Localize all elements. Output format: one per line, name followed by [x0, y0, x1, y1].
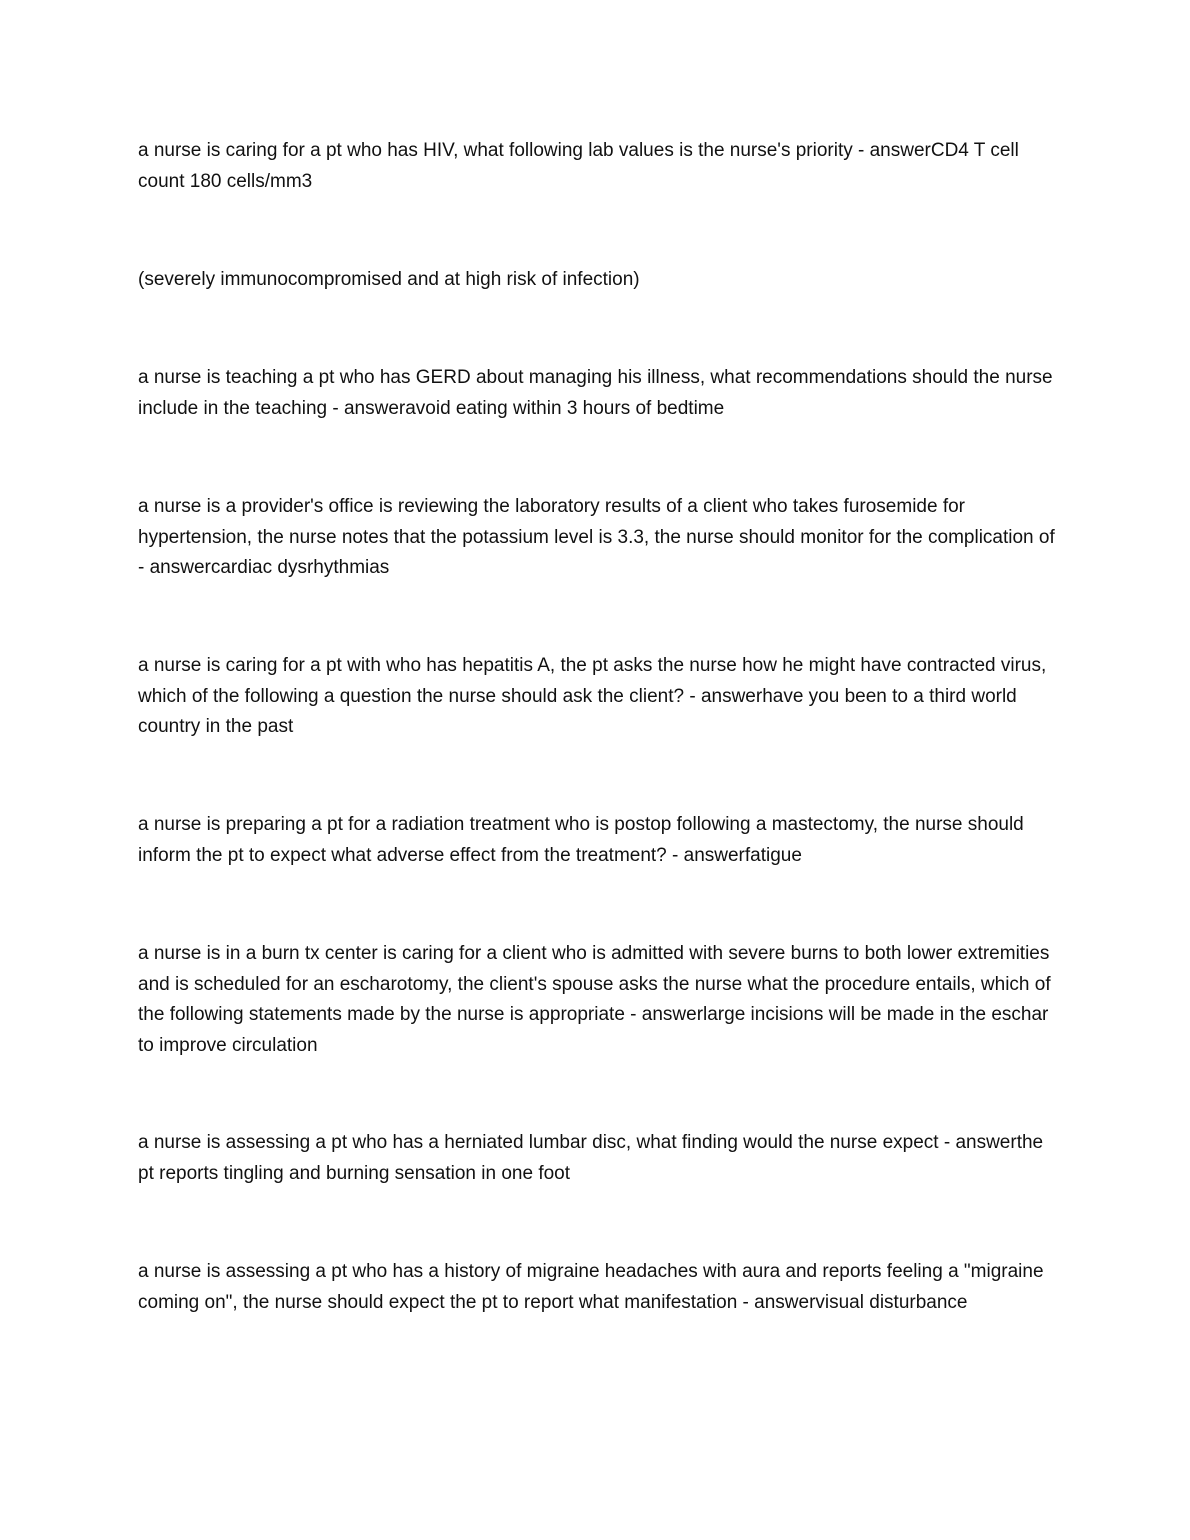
paragraph-hepatitis-a: a nurse is caring for a pt with who has hepatitis A, the pt asks the nurse how he might have contracted virus, which of the following a question the nurse should ask the client? - answerhave you been to a third world country in the past [138, 655, 1047, 737]
paragraph-migraine-aura: a nurse is assessing a pt who has a history of migraine headaches with aura and reports feeling a "migraine coming on", the nurse should expect the pt to report what manifestation - answervisual disturbance [138, 1261, 1044, 1313]
paragraph-burn-escharotomy: a nurse is in a burn tx center is caring for a client who is admitted with severe burns to both lower extremities and is scheduled for an escharotomy, the client's spouse asks the nurse what the procedure entails, which of the following statements made by the nurse is appropriate - answerlarge incisions will be made in the eschar to improve circulation [138, 943, 1051, 1056]
paragraph-hiv-cd4: a nurse is caring for a pt who has HIV, what following lab values is the nurse's priority - answerCD4 T cell count 180 cells/mm3 [138, 140, 1019, 192]
paragraph-gerd: a nurse is teaching a pt who has GERD about managing his illness, what recommendations should the nurse include in the teaching - answeravoid eating within 3 hours of bedtime [138, 367, 1053, 419]
paragraph-herniated-disc: a nurse is assessing a pt who has a herniated lumbar disc, what finding would the nurse expect - answerthe pt reports tingling and burning sensation in one foot [138, 1132, 1044, 1184]
paragraph-radiation-mastectomy: a nurse is preparing a pt for a radiation treatment who is postop following a mastectomy, the nurse should inform the pt to expect what adverse effect from the treatment? - answerfatigue [138, 814, 1024, 866]
paragraph-immunocompromised-note: (severely immunocompromised and at high risk of infection) [138, 269, 640, 290]
paragraph-furosemide-potassium: a nurse is a provider's office is reviewing the laboratory results of a client who takes furosemide for hypertension, the nurse notes that the potassium level is 3.3, the nurse should monitor for the complication of - answercardiac dysrhythmias [138, 496, 1055, 578]
